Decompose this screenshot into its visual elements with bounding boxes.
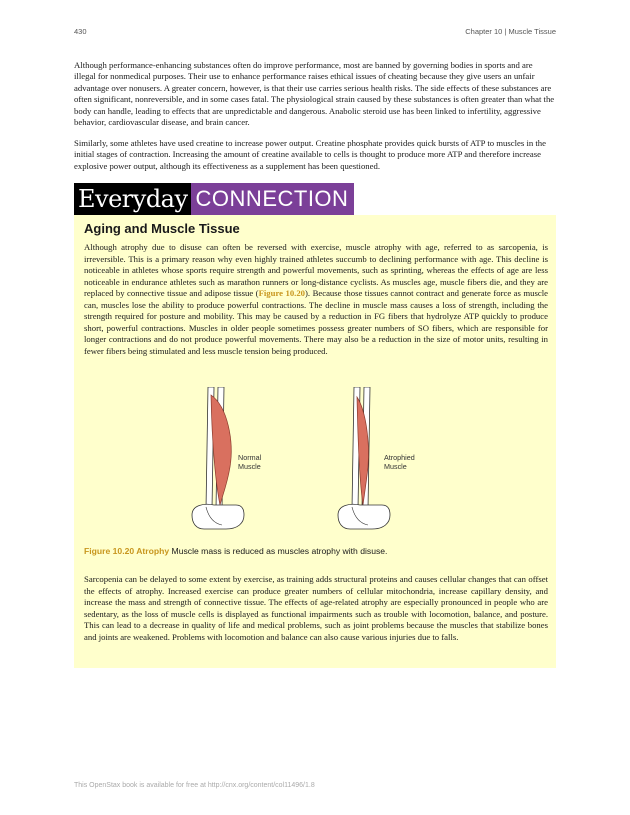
- feature-paragraph-2: Sarcopenia can be delayed to some extent by exercise, as training adds structural proteins and causes cellular changes that can offset the effects of atrophy. Increased exercise can produce greater numbers of cellular mitochondria, increase capillary density, and increase the mass and strength of connective tissue. The effects of age-related atrophy are especially pronounced in people who are sedentary, as the loss of muscle cells is displayed as functional impairments such as trouble with locomotion, balance, and posture. This can lead to a decrease in quality of life and medical problems, such as joint problems because the muscles that stabilize bones and joints are weakened. Problems with locomotion and balance can also cause various injuries due to falls.: [84, 574, 548, 642]
- atrophied-muscle-label-line-2: Muscle: [384, 462, 407, 471]
- figure-caption-text: Muscle mass is reduced as muscles atrophy with disuse.: [169, 546, 388, 556]
- atrophy-figure: [178, 387, 438, 537]
- normal-arm-illustration: [192, 387, 262, 529]
- feature-box: [74, 215, 556, 668]
- banner-connection: CONNECTION: [191, 183, 355, 215]
- chapter-header: Chapter 10 | Muscle Tissue: [465, 27, 556, 36]
- normal-muscle-label-line-2: Muscle: [238, 462, 261, 471]
- feature-paragraph-1: [84, 242, 548, 357]
- intro-paragraph-2: Similarly, some athletes have used creatine to increase power output. Creatine phosphate provides quick bursts of ATP to muscles in the initial stages of contraction. Increasing the amount of creatine available to cells is thought to produce more ATP and therefore increase explosive power output, although its effectiveness as a supplement has been questioned.: [74, 138, 546, 171]
- page-number: 430: [74, 27, 87, 36]
- normal-muscle: [211, 395, 231, 505]
- everyday-connection-banner: [74, 183, 354, 215]
- figure-reference-link[interactable]: Figure 10.20: [258, 288, 306, 298]
- figure-caption: [84, 546, 387, 556]
- atrophied-elbow-joint: [338, 504, 390, 529]
- page-footer: This OpenStax book is available for free at http://cnx.org/content/col11496/1.8: [74, 782, 315, 789]
- intro-paragraph-1: Although performance-enhancing substances often do improve performance, most are banned by governing bodies in sports and are illegal for nonmedical purposes. Their use to enhance performance raises ethical issues of cheating because they give users an unfair advantage over nonusers. A greater concern, however, is that their use carries serious health risks. The side effects of these substances are often significant, nonreversible, and in some cases fatal. The physiological strain caused by these substances is often greater than what the body can handle, leading to effects that are unpredictable and dangerous. Anabolic steroid use has been linked to infertility, aggressive behavior, cardiovascular disease, and brain cancer.: [74, 60, 555, 128]
- feature-p1-text-a: Although atrophy due to disuse can often be reversed with exercise, muscle atrophy with age, referred to as sarcopenia, is irreversible. This is a primary reason why even highly trained athletes succumb to declining performance with age. This decline is noticeable in athletes whose sports require strength and powerful movements, such as sprinting, whereas the effects of age are less noticeable in endurance athletes such as marathon runners or long-distance cyclists. As muscles age, muscle fibers die, and they are replaced by connective tissue and adipose tissue (: [84, 242, 548, 298]
- figure-caption-label: Figure 10.20 Atrophy: [84, 546, 170, 556]
- atrophied-arm-illustration: [338, 387, 415, 529]
- atrophied-muscle-label-line-1: Atrophied: [384, 453, 415, 462]
- banner-everyday: Everyday: [74, 183, 191, 215]
- normal-elbow-joint: [192, 504, 244, 529]
- normal-muscle-label-line-1: Normal: [238, 453, 262, 462]
- feature-p1-text-b: ). Because those tissues cannot contract and generate force as muscle can, muscles lose the ability to produce powerful contractions. The decline in muscle mass causes a loss of strength, including the strength required for posture and mobility. This may be caused by a reduction in FG fibers that hydrolyze ATP quickly to produce short, powerful contractions. Muscles in older people sometimes possess greater numbers of SO fibers, which are responsible for longer contractions and do not produce powerful movements. There may also be a reduction in the size of motor units, resulting in fewer fibers being stimulated and less muscle tension being produced.: [84, 288, 548, 356]
- feature-title: Aging and Muscle Tissue: [84, 221, 240, 236]
